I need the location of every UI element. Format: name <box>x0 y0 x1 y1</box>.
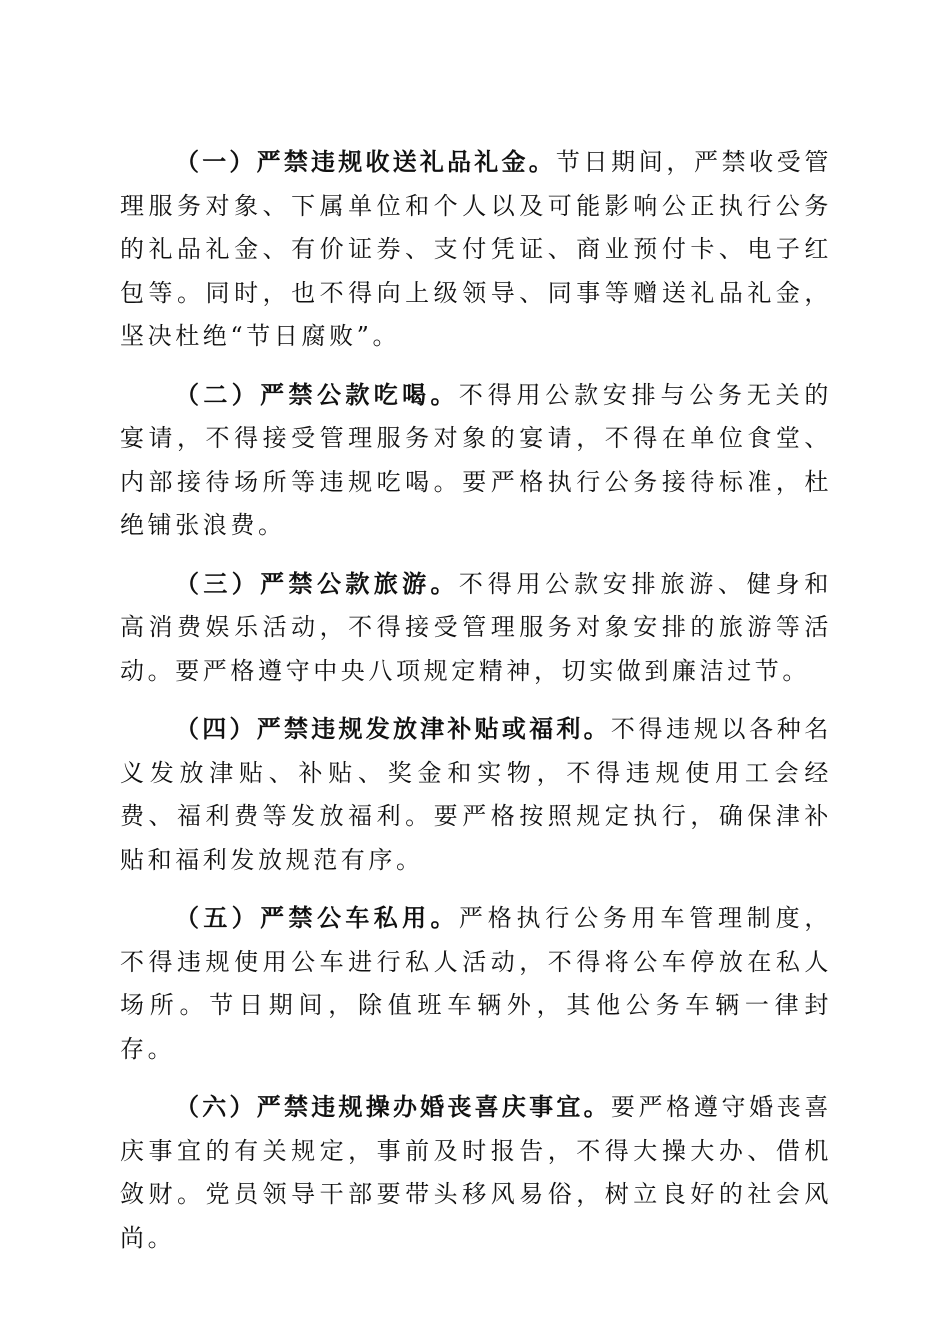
paragraph-3 <box>120 562 832 694</box>
paragraph-4-heading: （四）严禁违规发放津补贴或福利。 <box>175 714 611 743</box>
paragraph-1-heading: （一）严禁违规收送礼品礼金。 <box>175 147 556 176</box>
paragraph-6 <box>120 1085 832 1260</box>
paragraph-2-heading: （二）严禁公款吃喝。 <box>175 379 459 409</box>
paragraph-3-body: 不得用公款安排旅游、健身和高消费娱乐活动，不得接受管理服务对象安排的旅游等活动。要严格遵守中央八项规定精神，切实做到廉洁过节。 <box>120 569 832 685</box>
paragraph-6-body: 要严格遵守婚丧喜庆事宜的有关规定，事前及时报告，不得大操大办、借机敛财。党员领导干部要带头移风易俗，树立良好的社会风尚。 <box>120 1093 832 1252</box>
paragraph-5 <box>120 896 832 1071</box>
paragraph-6-heading: （六）严禁违规操办婚丧喜庆事宜。 <box>175 1092 611 1121</box>
paragraph-1-body: 节日期间，严禁收受管理服务对象、下属单位和个人以及可能影响公正执行公务的礼品礼金、有价证券、支付凭证、商业预付卡、电子红包等。同时，也不得向上级领导、同事等赠送礼品礼金，坚决杜绝“节日腐败”。 <box>120 148 832 350</box>
paragraph-4-body: 不得违规以各种名义发放津贴、补贴、奖金和实物，不得违规使用工会经费、福利费等发放福利。要严格按照规定执行，确保津补贴和福利发放规范有序。 <box>120 715 832 874</box>
paragraph-5-heading: （五）严禁公车私用。 <box>175 903 459 932</box>
document-body <box>120 140 832 1274</box>
paragraph-3-heading: （三）严禁公款旅游。 <box>175 568 459 598</box>
paragraph-5-body: 严格执行公务用车管理制度，不得违规使用公车进行私人活动，不得将公车停放在私人场所。节日期间，除值班车辆外，其他公务车辆一律封存。 <box>120 904 832 1063</box>
paragraph-4 <box>120 707 832 882</box>
paragraph-2-body: 不得用公款安排与公务无关的宴请，不得接受管理服务对象的宴请，不得在单位食堂、内部接待场所等违规吃喝。要严格执行公务接待标准，杜绝铺张浪费。 <box>120 380 832 539</box>
paragraph-1 <box>120 140 832 359</box>
paragraph-2 <box>120 373 832 548</box>
